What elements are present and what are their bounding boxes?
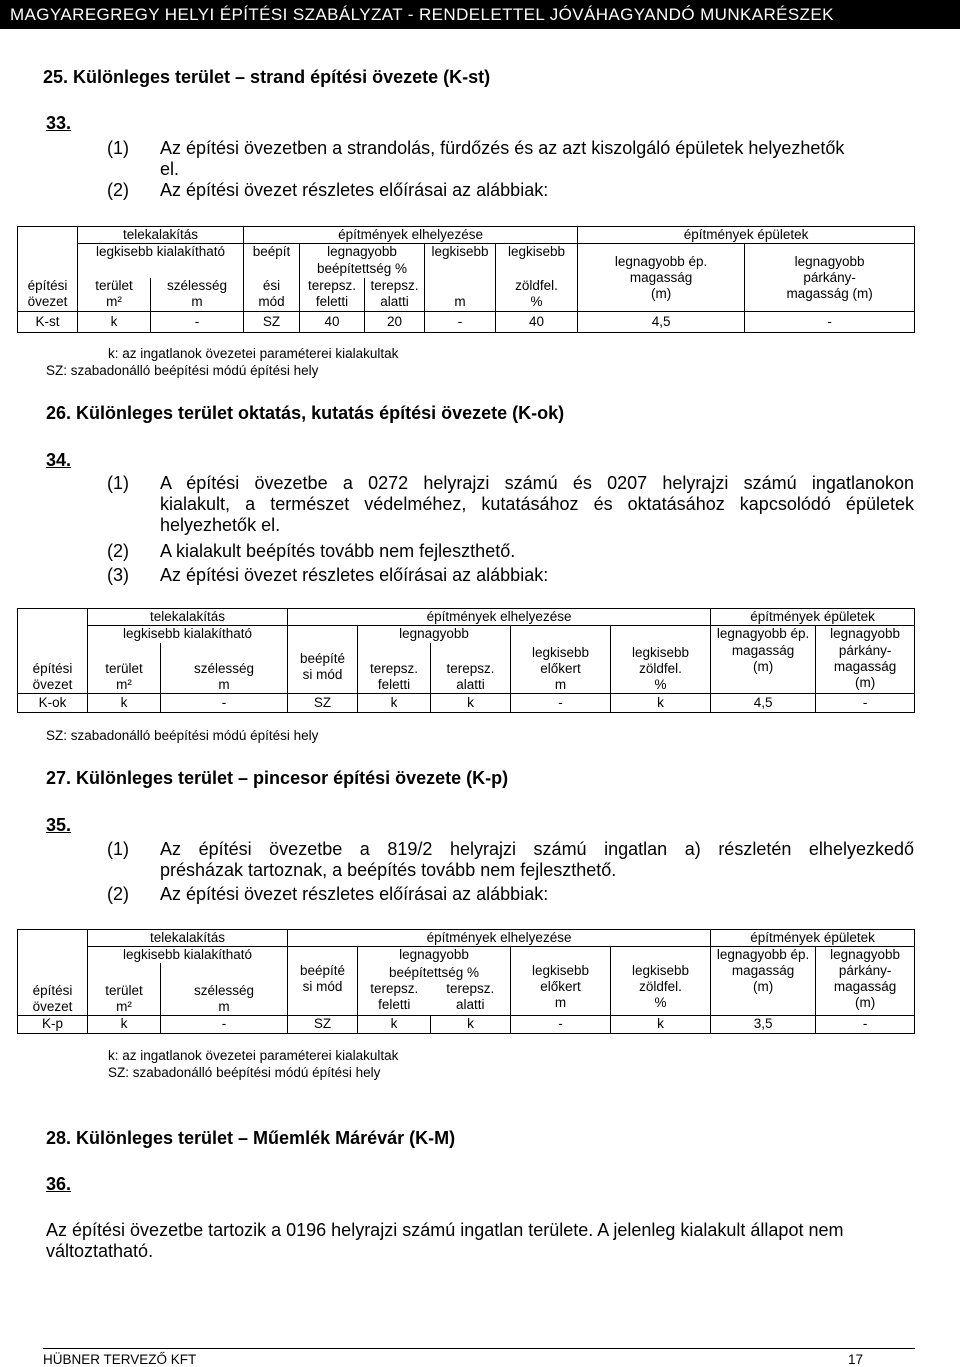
col-header-zoldfel: legkisebb zöldfel. % bbox=[611, 643, 711, 694]
group-header-elhelyezes: építmények elhelyezése bbox=[244, 227, 578, 244]
k-st-regulation-table bbox=[17, 226, 915, 333]
s25-p2-number: (2) bbox=[107, 180, 129, 200]
group-header-telekalakitas: telekalakítás bbox=[88, 609, 288, 626]
s25-p1-number: (1) bbox=[107, 138, 129, 158]
group-header-telekalakitas: telekalakítás bbox=[78, 227, 244, 244]
section-25-title: 25. Különleges terület – strand építési övezete (K-st) bbox=[43, 67, 491, 87]
subheader-beepitettseg: beépítettség % bbox=[300, 261, 425, 278]
col-header-terepsz-alatti: terepsz. alatti bbox=[365, 278, 425, 312]
s28-text: Az építési övezetbe tartozik a 0196 helyrajzi számú ingatlan területe. A jelenleg kialakult állapot nem változtatható. bbox=[46, 1220, 844, 1261]
s27-p1-text: Az építési övezetbe a 819/2 helyrajzi számú ingatlan a) részletén elhelyezkedő présházak tartoznak, a beépítés tovább nem fejleszthető. bbox=[160, 839, 914, 880]
s26-p1-number: (1) bbox=[107, 473, 129, 493]
col-header-elokert-text: legkisebb m bbox=[425, 278, 496, 312]
col-header-epitesi-ovezet: építési övezet bbox=[18, 278, 78, 312]
col-header-terulet: terület m² bbox=[88, 963, 161, 1015]
group-header-epuletek: építmények épületek bbox=[711, 609, 915, 626]
section-28-title: 28. Különleges terület – Műemlék Márévár (K-M) bbox=[46, 1128, 456, 1148]
s26-p1-text: A építési övezetbe a 0272 helyrajzi számú és 0207 helyrajzi számú ingatlanokon kialakult, a természet védelméhez, kutatásához és oktatásához kapcsolódó épületek helyezhetők el. bbox=[160, 473, 914, 535]
col-header-terulet: terület m² bbox=[88, 643, 161, 694]
col-header-elokert: legkisebb előkert m bbox=[511, 963, 611, 1015]
page-header: MAGYAREGREGY HELYI ÉPÍTÉSI SZABÁLYZAT - RENDELETTEL JÓVÁHAGYANDÓ MUNKARÉSZEK bbox=[0, 0, 960, 29]
s27-note-k: k: az ingatlanok övezetei paraméterei kialakultak bbox=[108, 1048, 399, 1063]
paragraph-34-number: 34. bbox=[46, 450, 72, 470]
col-header-epitesi-ovezet: építési övezet bbox=[18, 963, 88, 1015]
s25-note-sz: SZ: szabadonálló beépítési módú építési hely bbox=[46, 363, 319, 378]
col-header-terepsz-alatti: terepsz. alatti bbox=[431, 643, 511, 694]
s27-p2-number: (2) bbox=[107, 884, 129, 904]
s25-p2-text: Az építési övezet részletes előírásai az alábbiak: bbox=[160, 180, 549, 200]
section-27-title: 27. Különleges terület – pincesor építési övezete (K-p) bbox=[46, 768, 509, 788]
group-header-epuletek: építmények épületek bbox=[578, 227, 915, 244]
s27-p2-text: Az építési övezet részletes előírásai az alábbiak: bbox=[160, 884, 549, 904]
subheader-legkisebb-kialakithato: legkisebb kialakítható bbox=[78, 244, 244, 261]
col-header-epmagassag: legnagyobb ép. magasság (m) bbox=[578, 244, 745, 312]
table-row: K-st k - SZ 40 20 - 40 4,5 - bbox=[18, 312, 915, 333]
table-row: K-ok k - SZ k k - k 4,5 - bbox=[18, 694, 915, 713]
col-header-parkanymagassag: legnagyobb bbox=[816, 626, 915, 643]
subheader-legnagyobb: legnagyobb bbox=[358, 947, 511, 964]
subheader-legnagyobb: legnagyobb bbox=[358, 626, 511, 643]
col-header-terepsz-feletti: terepsz. feletti bbox=[358, 643, 431, 694]
col-header-terepsz-feletti: terepsz. feletti bbox=[300, 278, 365, 312]
paragraph-33-number: 33. bbox=[46, 113, 72, 133]
subheader-legkisebb-kialakithato: legkisebb kialakítható bbox=[88, 626, 288, 643]
col-header-epmagassag: legnagyobb ép. bbox=[711, 626, 816, 643]
col-header-terepsz: beépítettség % terepsz. feletti terepsz. alatti bbox=[358, 963, 511, 1015]
col-header-szelesseg: szélesség m bbox=[161, 963, 288, 1015]
paragraph-35-number: 35. bbox=[46, 815, 72, 835]
col-header-parkanymagassag: legnagyobb párkány- magasság (m) bbox=[745, 244, 915, 312]
col-header-beepitesi-mod-text: beépít ési mód bbox=[244, 278, 300, 312]
col-header-parkanymagassag: legnagyobb bbox=[816, 947, 915, 964]
table-row: K-p k - SZ k k - k 3,5 - bbox=[18, 1015, 915, 1033]
col-header-zoldfel: legkisebb zöldfel. % bbox=[611, 963, 711, 1015]
col-header-elokert: legkisebb előkert m bbox=[511, 643, 611, 694]
footer-divider bbox=[43, 1348, 915, 1349]
group-header-elhelyezes: építmények elhelyezése bbox=[288, 930, 711, 947]
s26-p2-text: A kialakult beépítés tovább nem fejleszthető. bbox=[160, 541, 516, 561]
k-p-regulation-table: telekalakítás építmények elhelyezése építmények épületek legkisebb kialakítható legnagyobb legnagyobb ép. legnagyobb építési övezet terület m² szélesség m beépíté si mód beépítettség % terepsz. feletti terepsz. alatti legkisebb előkert m legkisebb zöldfel. % magasság (m) párkány- magasság (m) K-p k - SZ k k - k 3,5 - bbox=[17, 929, 915, 1034]
footer-page-number: 17 bbox=[848, 1352, 864, 1367]
group-header-epuletek: építmények épületek bbox=[711, 930, 915, 947]
subheader-legnagyobb: legnagyobb bbox=[300, 244, 425, 261]
s26-p3-text: Az építési övezet részletes előírásai az alábbiak: bbox=[160, 565, 549, 585]
subheader-legkisebb-kialakithato: legkisebb kialakítható bbox=[88, 947, 288, 964]
k-ok-regulation-table: telekalakítás építmények elhelyezése építmények épületek legkisebb kialakítható legnagyobb legnagyobb ép. legnagyobb építési övezet terület m² szélesség m beépíté si mód terepsz. feletti terepsz. alatti legkisebb előkert m legkisebb zöldfel. % magasság (m) párkány- magasság (m) K-ok k - SZ k k - k 4,5 - bbox=[17, 608, 915, 713]
s26-p2-number: (2) bbox=[107, 541, 129, 561]
s25-note-k: k: az ingatlanok övezetei paraméterei kialakultak bbox=[108, 346, 399, 361]
col-header-beepitesi-mod: beépíté si mód bbox=[288, 643, 358, 694]
col-header-szelesseg: szélesség m bbox=[151, 278, 244, 312]
s27-p1-number: (1) bbox=[107, 839, 129, 859]
col-header-epitesi-ovezet: építési övezet bbox=[18, 643, 88, 694]
section-26-title: 26. Különleges terület oktatás, kutatás építési övezete (K-ok) bbox=[46, 403, 565, 423]
col-header-terulet: terület m² bbox=[78, 278, 151, 312]
col-header-zoldfel-text: legkisebb zöldfel. % bbox=[496, 278, 578, 312]
paragraph-36-number: 36. bbox=[46, 1174, 72, 1194]
footer-company: HÜBNER TERVEZŐ KFT bbox=[43, 1352, 197, 1367]
s27-note-sz: SZ: szabadonálló beépítési módú építési hely bbox=[108, 1065, 381, 1080]
col-header-epmagassag: legnagyobb ép. bbox=[711, 947, 816, 964]
group-header-telekalakitas: telekalakítás bbox=[88, 930, 288, 947]
s25-p1-text: Az építési övezetben a strandolás, fürdőzés és az azt kiszolgáló épületek helyezhetők el. bbox=[160, 138, 845, 179]
s26-p3-number: (3) bbox=[107, 565, 129, 585]
col-header-beepitesi-mod: beépíté si mód bbox=[288, 963, 358, 1015]
s26-note-sz: SZ: szabadonálló beépítési módú építési hely bbox=[46, 728, 319, 743]
col-header-ovezet bbox=[18, 227, 78, 278]
group-header-elhelyezes: építmények elhelyezése bbox=[288, 609, 711, 626]
col-header-szelesseg: szélesség m bbox=[161, 643, 288, 694]
